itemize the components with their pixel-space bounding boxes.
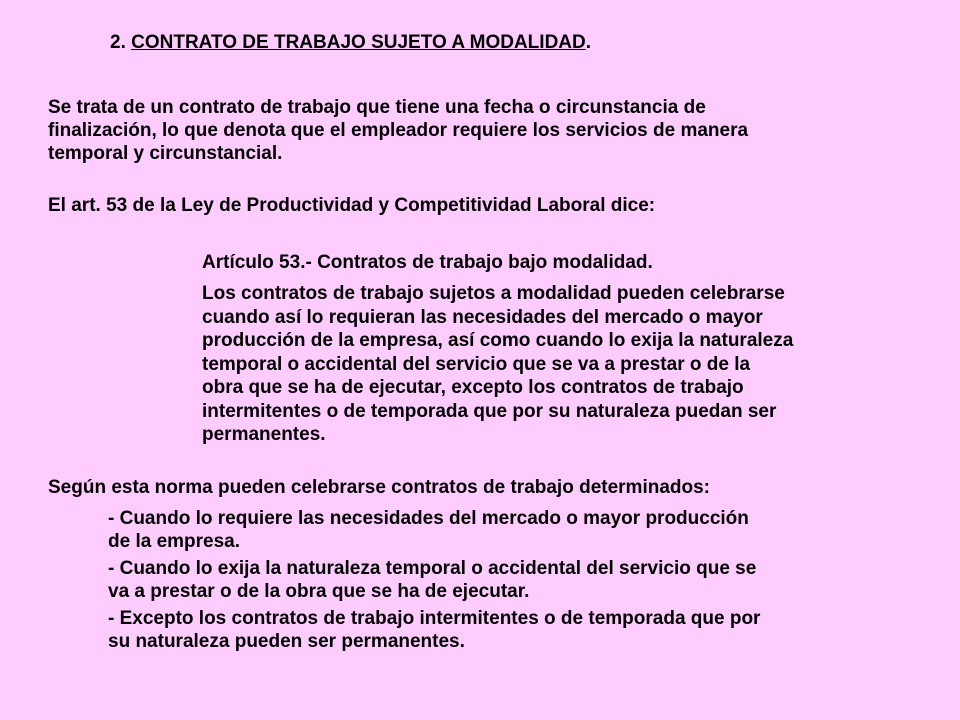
heading-number: 2. [110, 32, 132, 53]
list-item-line: va a prestar o de la obra que se ha de ejecutar. [108, 581, 530, 602]
list-item-line: - Cuando lo requiere las necesidades del mercado o mayor producción [108, 508, 749, 529]
list-item [108, 607, 940, 653]
heading-title: CONTRATO DE TRABAJO SUJETO A MODALIDAD [131, 32, 586, 53]
list-item-line: su naturaleza pueden ser permanentes. [108, 631, 465, 652]
list-item [108, 507, 940, 553]
section-heading [110, 31, 591, 55]
intro-line: finalización, lo que denota que el empleador requiere los servicios de manera [48, 120, 749, 141]
list-item-line: de la empresa. [108, 531, 241, 552]
article-line: Los contratos de trabajo sujetos a modalidad pueden celebrarse [202, 283, 785, 304]
article-line: producción de la empresa, así como cuando lo exija la naturaleza [202, 330, 794, 351]
article-title: Artículo 53.- Contratos de trabajo bajo modalidad. [202, 252, 653, 273]
list-item-line: - Cuando lo exija la naturaleza temporal o accidental del servicio que se [108, 558, 757, 579]
article-line: temporal o accidental del servicio que se va a prestar o de la [202, 353, 751, 375]
intro-paragraph [48, 96, 918, 165]
summary-paragraph: Según esta norma pueden celebrarse contratos de trabajo determinados: [48, 477, 711, 498]
list-item [108, 557, 940, 603]
heading-end: . [585, 32, 592, 53]
article-line: permanentes. [202, 424, 326, 445]
article-line: cuando así lo requieran las necesidades del mercado o mayor [202, 306, 763, 328]
intro-line: Se trata de un contrato de trabajo que tiene una fecha o circunstancia de [48, 97, 706, 118]
article-body [202, 282, 954, 447]
list-item-line: - Excepto los contratos de trabajo intermitentes o de temporada que por [108, 608, 761, 629]
article-line: intermitentes o de temporada que por su naturaleza puedan ser [202, 400, 777, 422]
article-line: obra que se ha de ejecutar, excepto los contratos de trabajo [202, 377, 744, 398]
intro-line: temporal y circunstancial. [48, 143, 283, 164]
law-reference-paragraph: El art. 53 de la Ley de Productividad y Competitividad Laboral dice: [48, 195, 656, 216]
